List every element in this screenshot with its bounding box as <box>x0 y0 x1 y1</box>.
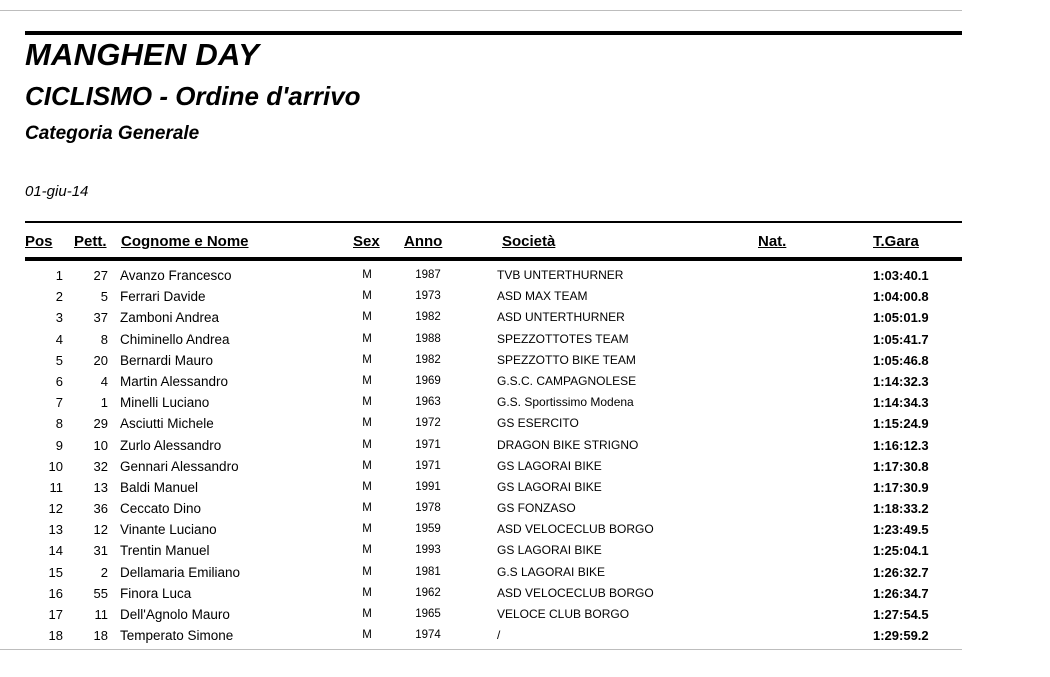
row-name: Zamboni Andrea <box>120 310 220 326</box>
row-sex: M <box>362 565 372 578</box>
header-rule-bottom <box>25 257 962 261</box>
row-time: 1:05:46.8 <box>873 352 929 368</box>
row-bib: 13 <box>93 479 108 495</box>
row-pos: 13 <box>48 522 63 538</box>
row-pos: 14 <box>48 543 63 559</box>
table-row <box>0 479 962 500</box>
row-name: Temperato Simone <box>120 628 234 644</box>
row-sex: M <box>362 480 372 493</box>
table-row <box>0 437 962 458</box>
row-team: VELOCE CLUB BORGO <box>497 607 630 621</box>
row-pos: 7 <box>55 395 63 411</box>
row-team: GS ESERCITO <box>497 416 579 431</box>
row-bib: 29 <box>93 416 108 432</box>
row-time: 1:04:00.8 <box>873 289 929 305</box>
title-rule <box>25 31 962 35</box>
row-pos: 10 <box>48 458 63 474</box>
row-name: Finora Luca <box>120 585 192 601</box>
race-date: 01-giu-14 <box>25 183 89 200</box>
row-year: 1963 <box>415 396 441 409</box>
row-sex: M <box>362 374 372 387</box>
row-year: 1973 <box>415 290 441 303</box>
row-bib: 11 <box>94 607 108 622</box>
results-subtitle: CICLISMO - Ordine d'arrivo <box>25 81 361 111</box>
row-sex: M <box>362 332 372 345</box>
table-row <box>0 394 962 415</box>
row-name: Bernardi Mauro <box>120 352 214 368</box>
row-year: 1971 <box>415 459 441 472</box>
row-name: Martin Alessandro <box>120 373 229 389</box>
row-bib: 31 <box>93 543 108 559</box>
row-time: 1:17:30.9 <box>873 479 929 495</box>
row-pos: 2 <box>55 289 63 305</box>
row-team: GS LAGORAI BIKE <box>497 543 602 558</box>
row-sex: M <box>362 459 372 472</box>
row-team: G.S.C. CAMPAGNOLESE <box>497 373 637 388</box>
row-bib: 5 <box>100 289 108 305</box>
row-bib: 20 <box>93 352 108 368</box>
col-header-nat: Nat. <box>758 233 787 250</box>
col-header-pos: Pos <box>25 233 53 250</box>
col-header-sex: Sex <box>353 233 380 250</box>
row-pos: 4 <box>55 331 63 347</box>
col-header-tgara: T.Gara <box>873 233 919 250</box>
row-year: 1982 <box>415 311 441 324</box>
row-sex: M <box>362 544 372 557</box>
viewer-bottom-border <box>0 649 962 650</box>
row-bib: 18 <box>93 628 108 644</box>
row-time: 1:18:33.2 <box>873 501 929 517</box>
row-name: Baldi Manuel <box>120 479 199 495</box>
row-team: / <box>497 628 501 643</box>
row-team: G.S LAGORAI BIKE <box>497 564 606 579</box>
row-name: Chiminello Andrea <box>120 331 230 347</box>
row-bib: 12 <box>93 522 108 538</box>
row-year: 1993 <box>415 544 441 557</box>
row-sex: M <box>362 608 372 620</box>
row-name: Dell'Agnolo Mauro <box>120 607 230 622</box>
row-name: Gennari Alessandro <box>120 458 239 474</box>
row-pos: 18 <box>48 628 63 644</box>
table-row <box>0 627 962 648</box>
row-sex: M <box>362 438 372 451</box>
table-row <box>0 458 962 479</box>
row-sex: M <box>362 269 372 281</box>
table-row <box>0 352 962 373</box>
col-header-societa: Società <box>502 233 556 250</box>
row-sex: M <box>362 417 372 430</box>
row-time: 1:14:32.3 <box>873 373 929 389</box>
row-pos: 12 <box>48 501 63 517</box>
row-time: 1:15:24.9 <box>873 416 929 432</box>
row-team: GS FONZASO <box>497 501 576 516</box>
row-team: ASD VELOCECLUB BORGO <box>497 585 654 600</box>
row-team: SPEZZOTTO BIKE TEAM <box>497 352 636 367</box>
header-rule-top <box>25 221 962 223</box>
row-time: 1:27:54.5 <box>873 607 929 622</box>
row-bib: 37 <box>93 310 108 326</box>
col-header-pett: Pett. <box>74 233 107 250</box>
table-row <box>0 500 962 521</box>
row-year: 1962 <box>415 586 441 599</box>
row-pos: 8 <box>55 416 63 432</box>
table-row <box>0 585 962 606</box>
table-row <box>0 309 962 330</box>
row-team: G.S. Sportissimo Modena <box>497 395 634 410</box>
row-sex: M <box>362 353 372 366</box>
table-row <box>0 373 962 394</box>
table-row <box>0 564 962 585</box>
row-pos: 5 <box>55 352 63 368</box>
row-year: 1965 <box>415 608 441 620</box>
row-pos: 9 <box>55 437 63 453</box>
row-year: 1972 <box>415 417 441 430</box>
row-bib: 2 <box>100 564 108 580</box>
row-pos: 16 <box>48 585 63 601</box>
row-time: 1:03:40.1 <box>873 268 929 283</box>
row-name: Zurlo Alessandro <box>120 437 222 453</box>
row-name: Asciutti Michele <box>120 416 214 432</box>
row-bib: 32 <box>93 458 108 474</box>
document-viewport[interactable] <box>0 11 962 649</box>
row-pos: 1 <box>55 268 63 283</box>
row-name: Vinante Luciano <box>120 522 217 538</box>
row-bib: 55 <box>93 585 108 601</box>
row-pos: 6 <box>55 373 63 389</box>
table-row <box>0 606 962 627</box>
table-row <box>0 267 962 288</box>
row-name: Trentin Manuel <box>120 543 210 559</box>
row-time: 1:05:41.7 <box>873 331 929 347</box>
row-time: 1:29:59.2 <box>873 628 929 644</box>
row-sex: M <box>362 586 372 599</box>
row-sex: M <box>362 523 372 536</box>
row-team: DRAGON BIKE STRIGNO <box>497 437 639 452</box>
row-name: Ferrari Davide <box>120 289 206 305</box>
row-year: 1982 <box>415 353 441 366</box>
table-row <box>0 415 962 436</box>
row-name: Avanzo Francesco <box>120 268 232 283</box>
row-year: 1978 <box>415 502 441 515</box>
row-time: 1:14:34.3 <box>873 395 929 411</box>
row-pos: 3 <box>55 310 63 326</box>
row-sex: M <box>362 396 372 409</box>
row-bib: 8 <box>100 331 108 347</box>
row-year: 1991 <box>415 480 441 493</box>
row-time: 1:26:32.7 <box>873 564 929 580</box>
row-bib: 4 <box>100 373 108 389</box>
row-team: SPEZZOTTOTES TEAM <box>497 331 629 346</box>
row-time: 1:25:04.1 <box>873 543 929 559</box>
row-year: 1987 <box>415 269 441 281</box>
row-bib: 10 <box>93 437 108 453</box>
row-bib: 36 <box>93 501 108 517</box>
col-header-anno: Anno <box>404 233 443 250</box>
event-title: MANGHEN DAY <box>25 37 260 72</box>
row-team: ASD VELOCECLUB BORGO <box>497 522 654 537</box>
row-sex: M <box>362 290 372 303</box>
row-team: GS LAGORAI BIKE <box>497 458 602 473</box>
row-team: ASD UNTERTHURNER <box>497 310 625 325</box>
row-sex: M <box>362 629 372 642</box>
results-table-body <box>0 267 962 648</box>
row-time: 1:16:12.3 <box>873 437 929 453</box>
row-year: 1981 <box>415 565 441 578</box>
row-year: 1969 <box>415 374 441 387</box>
row-time: 1:23:49.5 <box>873 522 929 538</box>
row-sex: M <box>362 502 372 515</box>
table-row <box>0 331 962 352</box>
row-year: 1971 <box>415 438 441 451</box>
row-name: Minelli Luciano <box>120 395 210 411</box>
col-header-name: Cognome e Nome <box>121 233 249 250</box>
row-bib: 1 <box>100 395 108 411</box>
row-time: 1:17:30.8 <box>873 458 929 474</box>
row-year: 1974 <box>415 629 441 642</box>
row-team: ASD MAX TEAM <box>497 289 588 304</box>
row-team: TVB UNTERTHURNER <box>497 268 624 282</box>
table-row <box>0 288 962 309</box>
table-row <box>0 521 962 542</box>
row-pos: 11 <box>49 479 63 495</box>
row-pos: 17 <box>48 607 63 622</box>
row-year: 1959 <box>415 523 441 536</box>
row-name: Dellamaria Emiliano <box>120 564 241 580</box>
row-name: Ceccato Dino <box>120 501 202 517</box>
row-year: 1988 <box>415 332 441 345</box>
row-team: GS LAGORAI BIKE <box>497 479 602 494</box>
category-label: Categoria Generale <box>25 123 200 144</box>
row-time: 1:26:34.7 <box>873 585 929 601</box>
row-time: 1:05:01.9 <box>873 310 929 326</box>
row-bib: 27 <box>93 268 108 283</box>
row-sex: M <box>362 311 372 324</box>
table-row <box>0 542 962 563</box>
row-pos: 15 <box>48 564 63 580</box>
